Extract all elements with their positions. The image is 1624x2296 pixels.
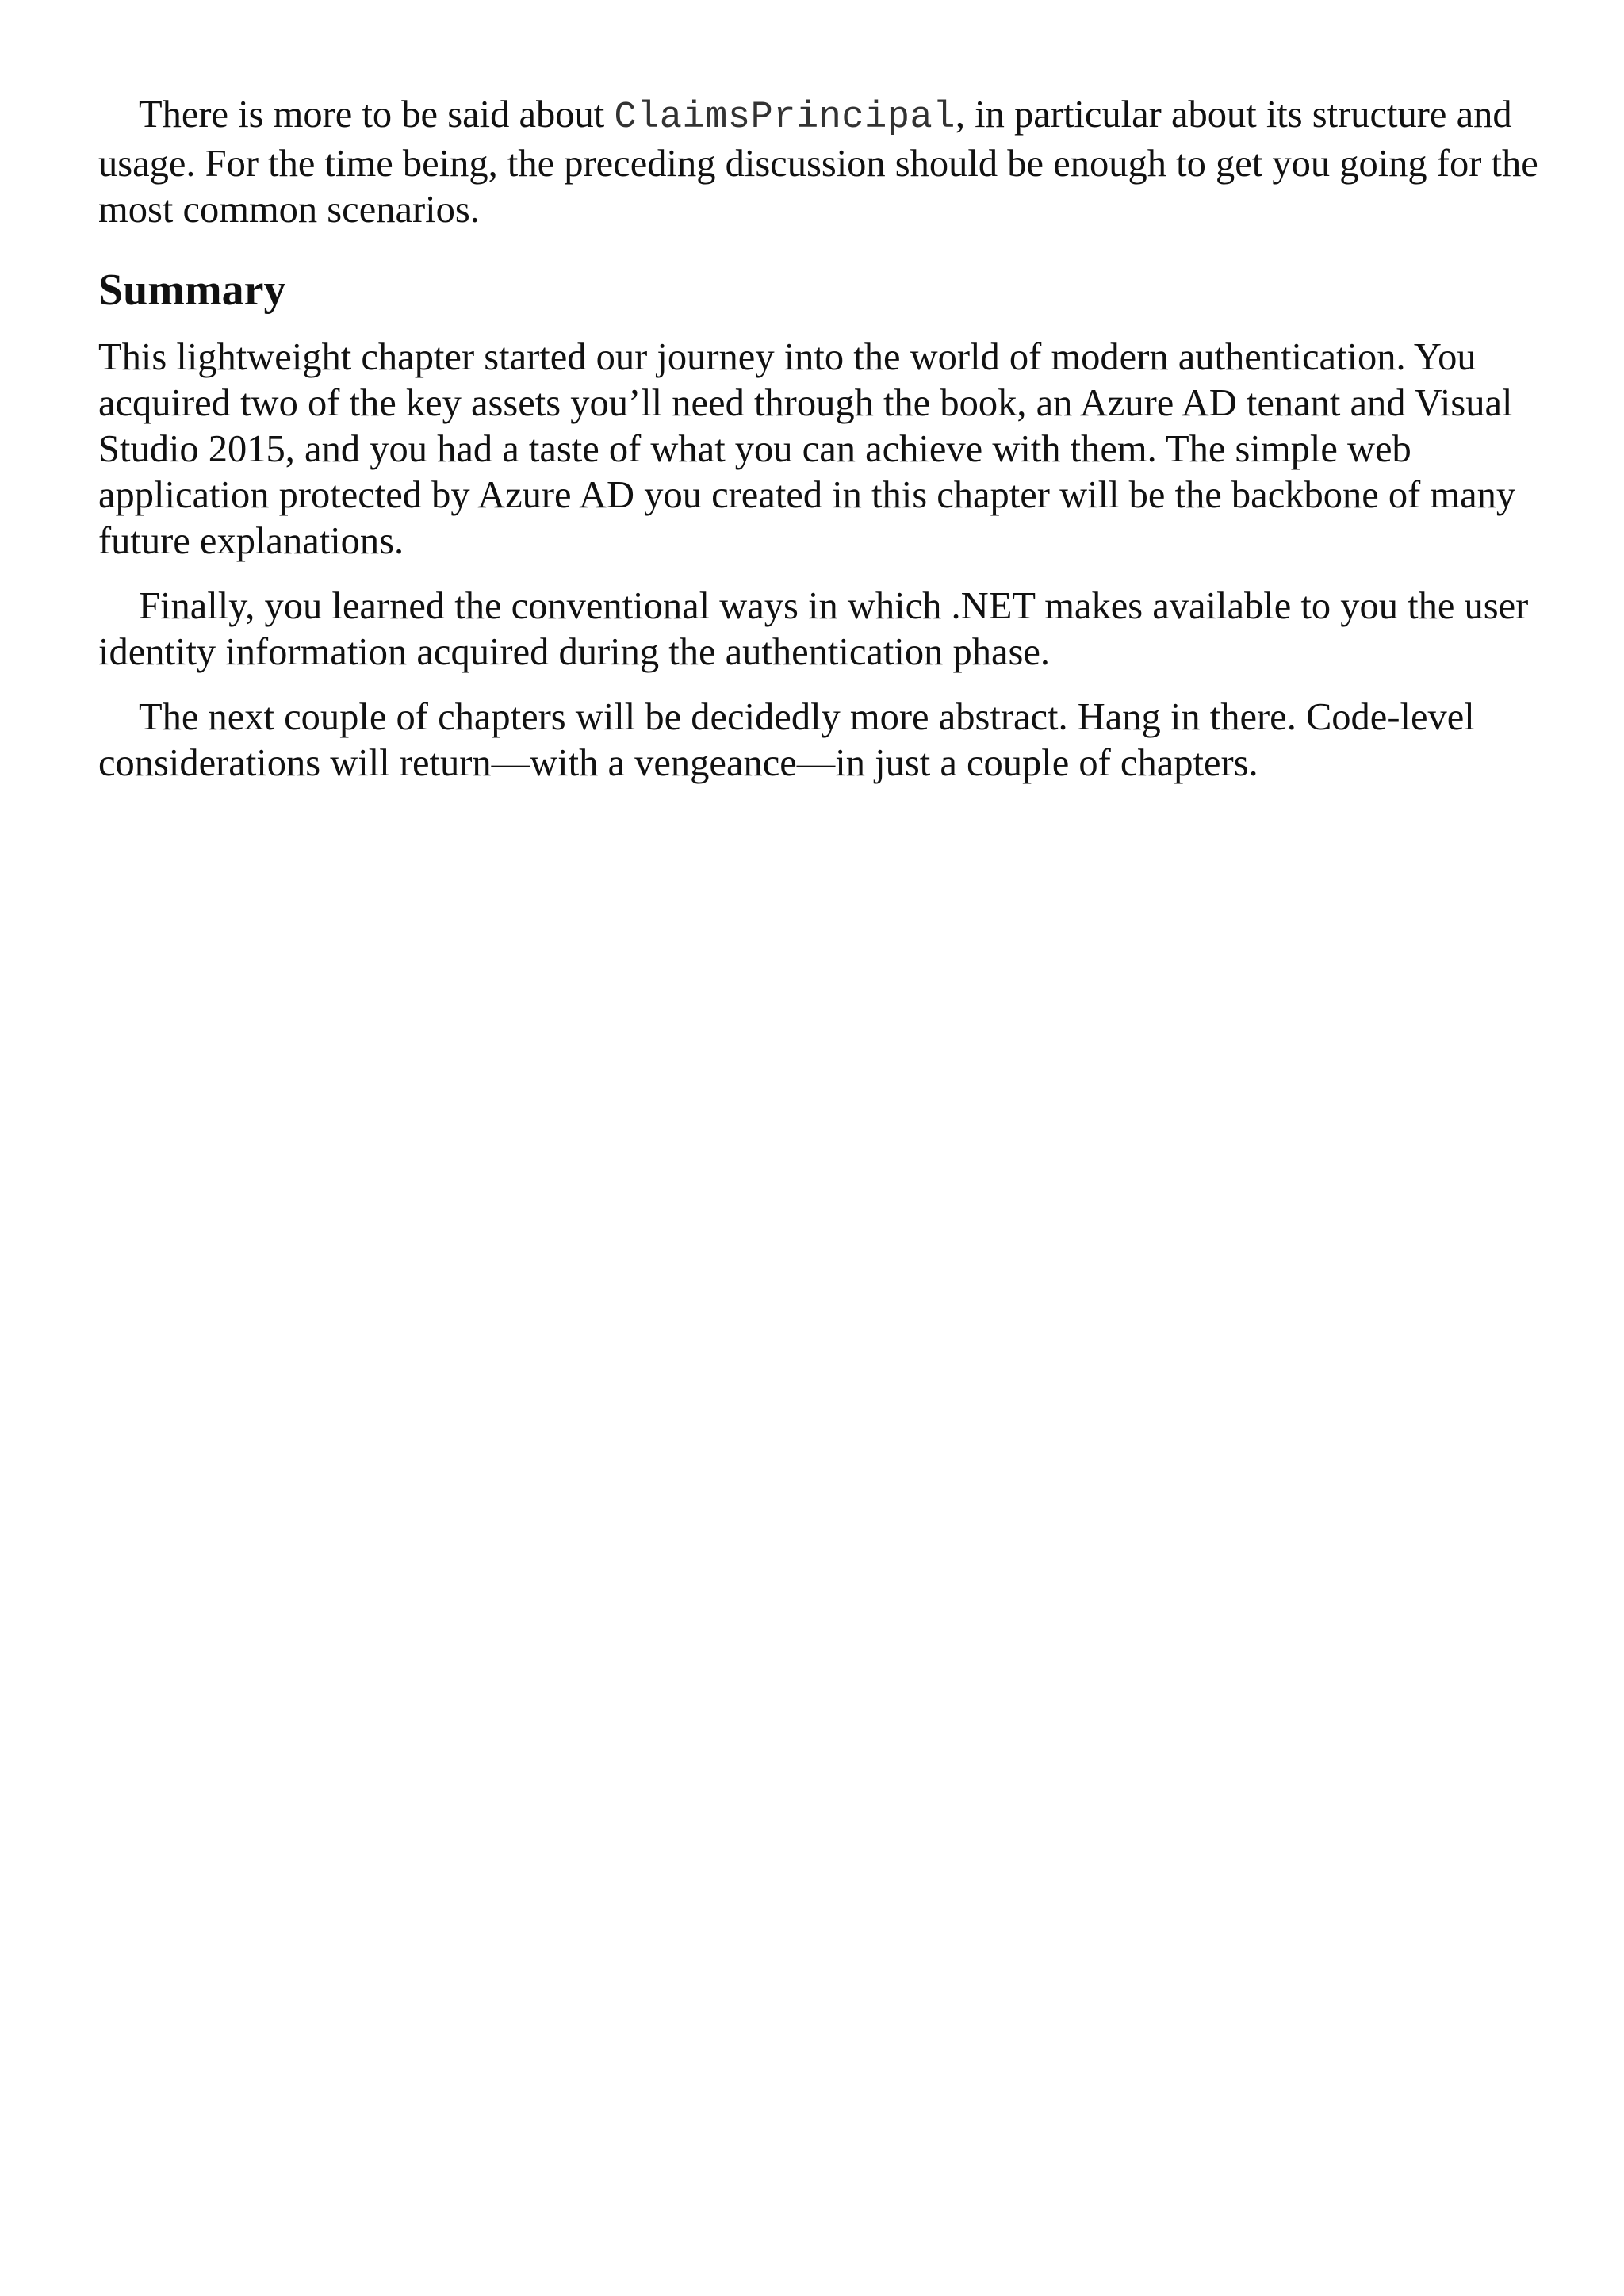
summary-paragraph-1: This lightweight chapter started our journey into the world of modern authentication. You acquired two of the key assets you’ll need through the book, an Azure AD tenant and Visual Studio 2015, and you had a taste of what you can achieve with them. The simple web application protected by Azure AD you created in this chapter will be the backbone of many future explanations. [98,336,1516,562]
intro-paragraph [98,92,1542,233]
summary-heading: Summary [98,266,286,315]
intro-text-after-code: , in particular about its structure and usage. For the time being, the preceding discussion should be enough to get you going for the most common scenarios. [98,94,1538,231]
summary-paragraph-2: Finally, you learned the conventional ways in which .NET makes available to you the user identity information acquired during the authentication phase. [98,585,1529,673]
intro-text-before-code: There is more to be said about [139,94,615,136]
document-page [98,92,1542,786]
summary-paragraph-3: The next couple of chapters will be decidedly more abstract. Hang in there. Code-level considerations will return—with a vengeance—in just a couple of chapters. [98,696,1475,784]
inline-code-claims-principal: ClaimsPrincipal [614,97,956,139]
